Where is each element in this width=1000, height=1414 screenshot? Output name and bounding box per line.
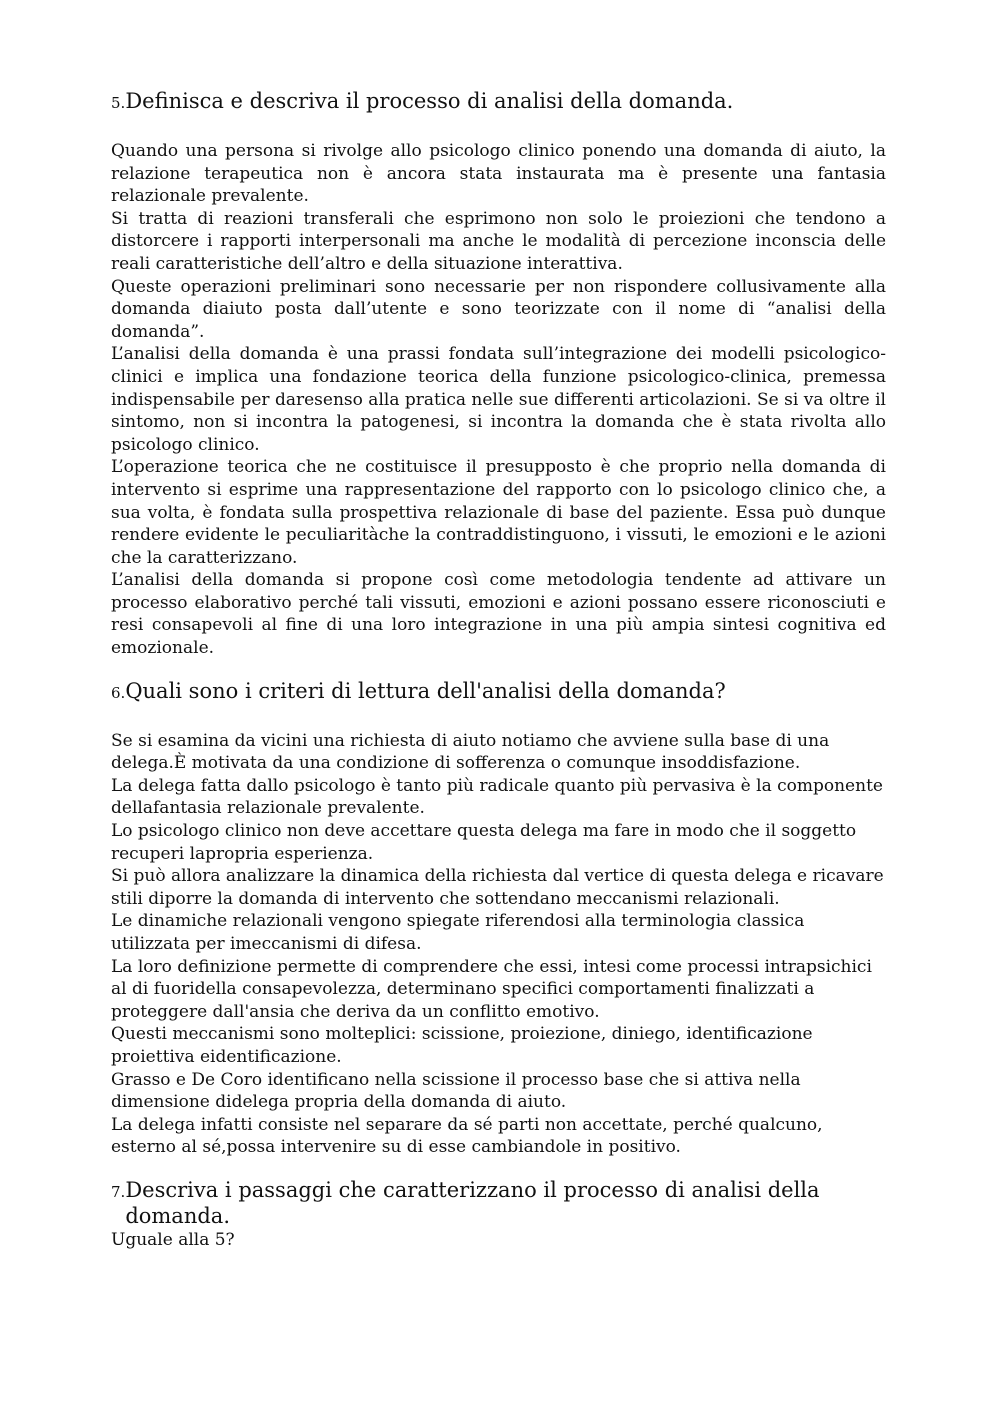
section-5-paragraph-5: L’operazione teorica che ne costituisce il presupposto è che proprio nella domanda di intervento si esprime una rappresentazione del rapporto con lo psicologo clinico che, a sua volta, è fondata sulla prospettiva relazionale di base del paziente. Essa può dunque rendere evidente le peculiaritàche la contraddistinguono, i vissuti, le emozioni e le azioni che la caratterizzano. (111, 457, 886, 568)
section-6-title: Quali sono i criteri di lettura dell'analisi della domanda? (125, 678, 726, 703)
section-5-paragraph-4: L’analisi della domanda è una prassi fondata sull’integrazione dei modelli psicologico-clinici e implica una fondazione teorica della funzione psicologico-clinica, premessa indispensabile per daresenso alla pratica nelle sue differenti articolazioni. Se si va oltre il sintomo, non si incontra la patogenesi, si incontra la domanda che è stata rivolta allo psicologo clinico. (111, 344, 886, 455)
section-6-paragraph-6: La loro definizione permette di comprendere che essi, intesi come processi intrapsichici al di fuoridella consapevolezza, determinano specifici comportamenti finalizzati a proteggere dall'ansia che deriva da un conflitto emotivo. (111, 956, 872, 1022)
section-5-number: 5. (111, 94, 126, 112)
section-6-paragraph-4: Si può allora analizzare la dinamica della richiesta dal vertice di questa delega e ricavare stili diporre la domanda di intervento che sottendano meccanismi relazionali. (111, 866, 884, 909)
section-6-paragraph-5: Le dinamiche relazionali vengono spiegate riferendosi alla terminologia classica utilizzata per imeccanismi di difesa. (111, 911, 805, 954)
section-6-number: 6. (111, 683, 126, 702)
section-5-heading (111, 88, 886, 116)
section-7-number: 7. (111, 1182, 126, 1201)
section-6-paragraph-3: Lo psicologo clinico non deve accettare questa delega ma fare in modo che il soggetto recuperi lapropria esperienza. (111, 821, 857, 864)
section-6-paragraph-7: Questi meccanismi sono molteplici: scissione, proiezione, diniego, identificazione proiettiva eidentificazione. (111, 1024, 813, 1067)
section-5-paragraph-6: L’analisi della domanda si propone così come metodologia tendente ad attivare un processo elaborativo perché tali vissuti, emozioni e azioni possano essere riconosciuti e resi consapevoli al fine di una loro integrazione in una più ampia sintesi cognitiva ed emozionale. (111, 570, 886, 659)
section-7-title: Descriva i passaggi che caratterizzano il processo di analisi della domanda. (125, 1177, 820, 1228)
section-5-paragraph-2: Si tratta di reazioni transferali che esprimono non solo le proiezioni che tendono a distorcere i rapporti interpersonali ma anche le modalità di percezione inconscia delle reali caratteristiche dell’altro e della situazione interattiva. (111, 208, 886, 274)
section-7-heading (111, 1177, 886, 1229)
section-5-paragraph-3: Queste operazioni preliminari sono necessarie per non rispondere collusivamente alla domanda diaiuto posta dall’utente e sono teorizzate con il nome di “analisi della domanda”. (111, 276, 886, 342)
section-6-paragraph-1: Se si esamina da vicini una richiesta di aiuto notiamo che avviene sulla base di una delega.È motivata da una condizione di sofferenza o comunque insoddisfazione. (111, 730, 830, 774)
section-7-answer: Uguale alla 5? (111, 1229, 235, 1250)
section-6-paragraph-9: La delega infatti consiste nel separare da sé parti non accettate, perché qualcuno, esterno al sé,possa intervenire su di esse cambiandole in positivo. (111, 1114, 823, 1158)
document-page (111, 88, 886, 1251)
section-5-title: Definisca e descriva il processo di analisi della domanda. (125, 89, 734, 113)
section-5-body (111, 140, 886, 660)
section-6-heading (111, 678, 886, 706)
section-6-paragraph-8: Grasso e De Coro identificano nella scissione il processo base che si attiva nella dimensione didelega propria della domanda di aiuto. (111, 1069, 801, 1113)
section-6-body (111, 730, 886, 1159)
section-5-paragraph-1: Quando una persona si rivolge allo psicologo clinico ponendo una domanda di aiuto, la relazione terapeutica non è ancora stata instaurata ma è presente una fantasia relazionale prevalente. (111, 141, 886, 207)
section-6-paragraph-2: La delega fatta dallo psicologo è tanto più radicale quanto più pervasiva è la componente dellafantasia relazionale prevalente. (111, 775, 883, 819)
